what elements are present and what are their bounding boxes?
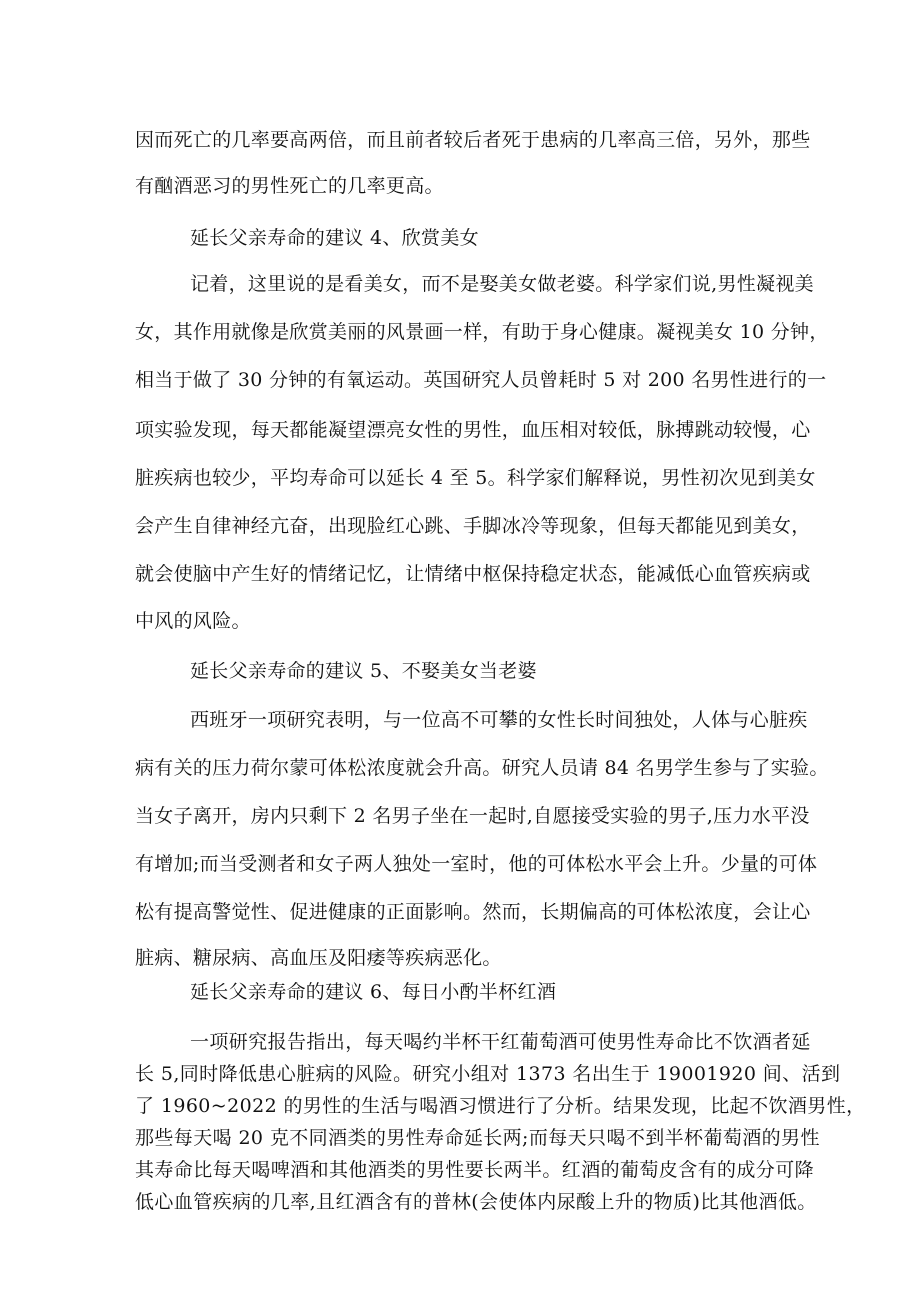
paragraph-line: 记着，这里说的是看美女，而不是娶美女做老婆。科学家们说,男性凝视美 (190, 273, 814, 295)
paragraph-line: 女，其作用就像是欣赏美丽的风景画一样，有助于身心健康。凝视美女 10 分钟， (135, 321, 829, 343)
paragraph-line: 西班牙一项研究表明，与一位高不可攀的女性长时间独处，人体与心脏疾 (190, 709, 808, 731)
section-heading-4: 延长父亲寿命的建议 4、欣赏美女 (190, 227, 479, 249)
paragraph-line: 会产生自律神经亢奋，出现脸红心跳、手脚冰冷等现象，但每天都能见到美女， (135, 515, 811, 537)
section-heading-5: 延长父亲寿命的建议 5、不娶美女当老婆 (190, 660, 537, 682)
paragraph-line: 其寿命比每天喝啤酒和其他酒类的男性要长两半。红酒的葡萄皮含有的成分可降 (135, 1159, 815, 1181)
paragraph-line: 有增加;而当受测者和女子两人独处一室时，他的可体松水平会上升。少量的可体 (135, 853, 818, 875)
paragraph-line: 病有关的压力荷尔蒙可体松浓度就会升高。研究人员请 84 名男学生参与了实验。 (135, 757, 829, 779)
paragraph-line: 有酗酒恶习的男性死亡的几率更高。 (135, 175, 444, 197)
paragraph-line: 低心血管疾病的几率,且红酒含有的普林(会使体内尿酸上升的物质)比其他酒低。 (135, 1191, 817, 1213)
paragraph-line: 脏疾病也较少，平均寿命可以延长 4 至 5。科学家们解释说，男性初次见到美女 (135, 467, 816, 489)
paragraph-line: 就会使脑中产生好的情绪记忆，让情绪中枢保持稳定状态，能减低心血管疾病或 (135, 563, 811, 585)
paragraph-line: 一项研究报告指出，每天喝约半杯干红葡萄酒可使男性寿命比不饮酒者延 (190, 1031, 811, 1053)
paragraph-line: 长 5,同时降低患心脏病的风险。研究小组对 1373 名出生于 19001920 间、活到 (135, 1063, 841, 1085)
paragraph-line: 松有提高警觉性、促进健康的正面影响。然而，长期偏高的可体松浓度，会让心 (135, 901, 811, 923)
paragraph-line: 脏病、糖尿病、高血压及阳痿等疾病恶化。 (135, 947, 502, 969)
paragraph-line: 了 1960~2022 的男性的生活与喝酒习惯进行了分析。结果发现，比起不饮酒男性， (135, 1095, 866, 1117)
section-heading-6: 延长父亲寿命的建议 6、每日小酌半杯红酒 (190, 981, 557, 1003)
paragraph-line: 相当于做了 30 分钟的有氧运动。英国研究人员曾耗时 5 对 200 名男性进行的一 (135, 369, 827, 391)
paragraph-line: 因而死亡的几率要高两倍，而且前者较后者死于患病的几率高三倍，另外，那些 (135, 129, 811, 151)
paragraph-line: 当女子离开，房内只剩下 2 名男子坐在一起时,自愿接受实验的男子,压力水平没 (135, 805, 810, 827)
paragraph-line: 项实验发现，每天都能凝望漂亮女性的男性，血压相对较低，脉搏跳动较慢，心 (135, 419, 811, 441)
paragraph-line: 中风的风险。 (135, 610, 251, 632)
paragraph-line: 那些每天喝 20 克不同酒类的男性寿命延长两;而每天只喝不到半杯葡萄酒的男性 (135, 1127, 820, 1149)
